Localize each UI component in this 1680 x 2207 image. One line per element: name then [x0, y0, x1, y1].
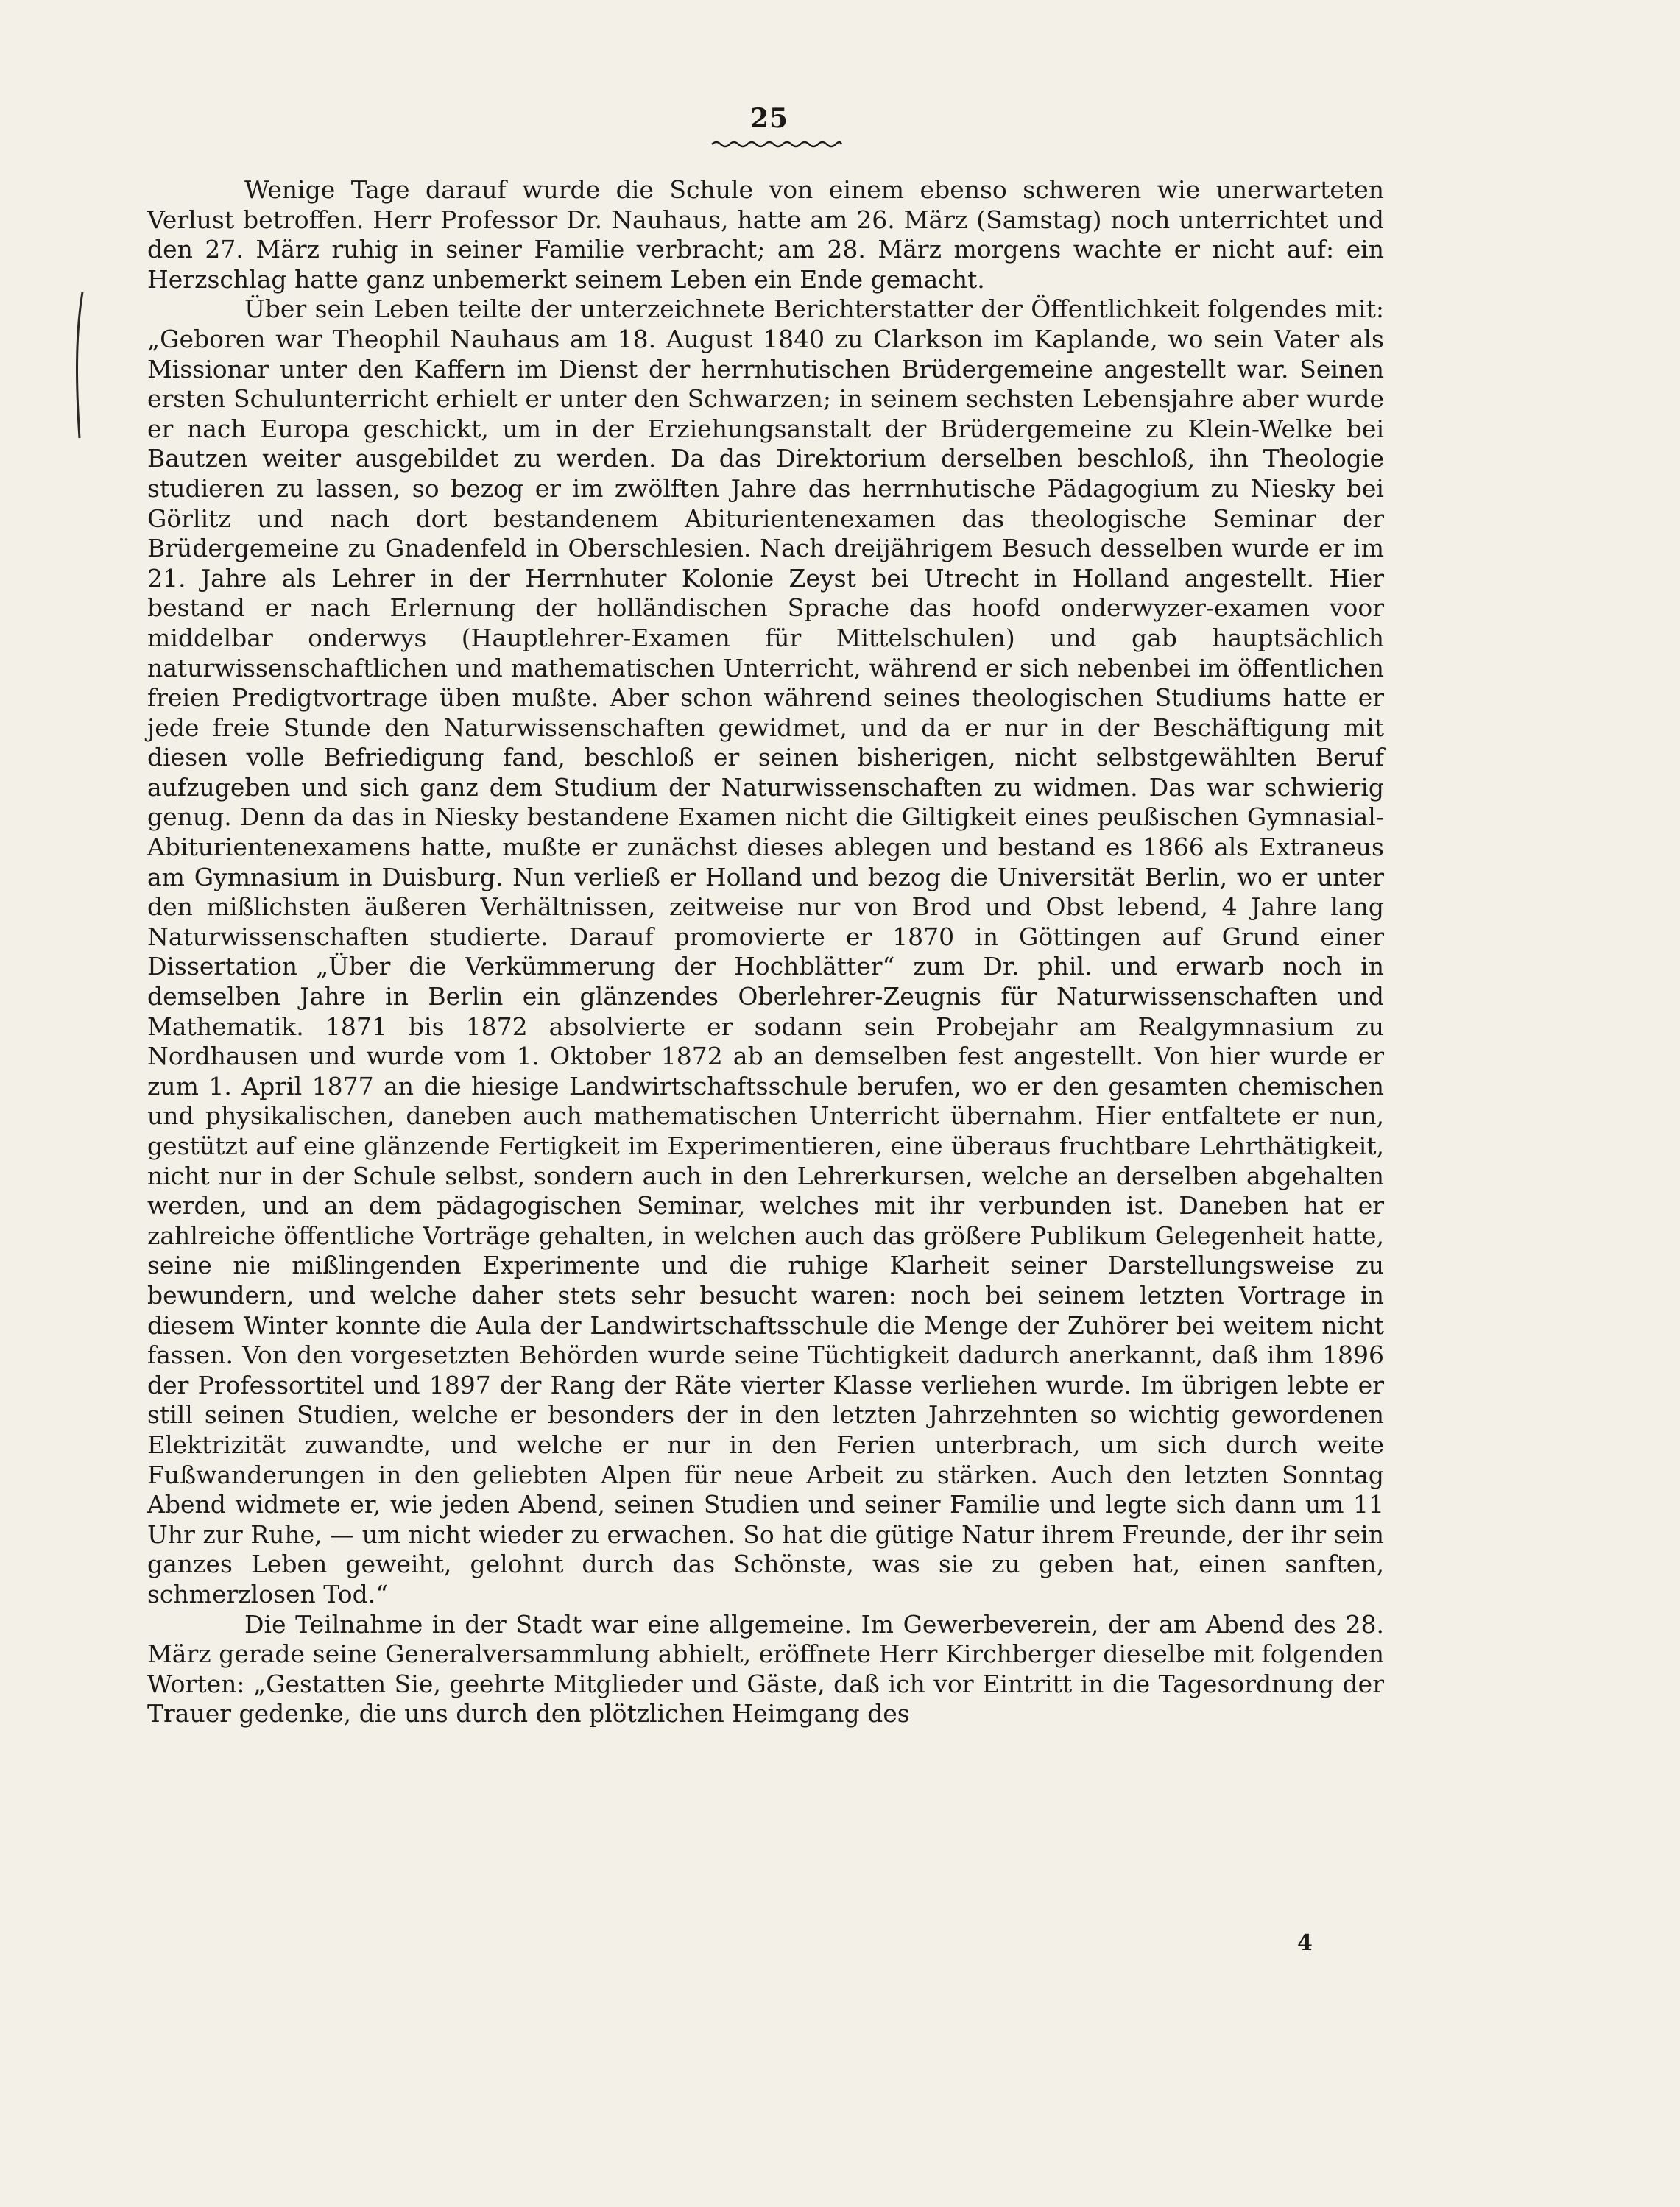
- signature-mark: 4: [1297, 1930, 1313, 1956]
- paragraph: Über sein Leben teilte der unterzeichnete Berichterstatter der Öffentlichkeit folgendes mit: „Geboren war Theophil Nauhaus am 18. August 1840 zu Clarkson im Kaplande, wo sein Vater als Missionar unter den Kaffern im Dienst der herrnhutischen Brüdergemeine angestellt war. Seinen ersten Schulunterricht erhielt er unter den Schwarzen; in seinem sechsten Lebensjahre aber wurde er nach Europa geschickt, um in der Erziehungsanstalt der Brüdergemeine zu Klein-Welke bei Bautzen weiter ausgebildet zu werden. Da das Direktorium derselben beschloß, ihn Theologie studieren zu lassen, so bezog er im zwölften Jahre das herrnhutische Pädagogium zu Niesky bei Görlitz und nach dort bestandenem Abiturientenexamen das theologische Seminar der Brüdergemeine zu Gnadenfeld in Oberschlesien. Nach dreijährigem Besuch desselben wurde er im 21. Jahre als Lehrer in der Herrnhuter Kolonie Zeyst bei Utrecht in Holland angestellt. Hier bestand er nach Erlernung der holländischen Sprache das hoofd onderwyzer-examen voor middelbar onderwys (Hauptlehrer-Examen für Mittelschulen) und gab hauptsächlich naturwissenschaftlichen und mathematischen Unterricht, während er sich nebenbei im öffentlichen freien Predigtvortrage üben mußte. Aber schon während seines theologischen Studiums hatte er jede freie Stunde den Naturwissenschaften gewidmet, und da er nur in der Beschäftigung mit diesen volle Befriedigung fand, beschloß er seinen bisherigen, nicht selbstgewählten Beruf aufzugeben und sich ganz dem Studium der Naturwissenschaften zu widmen. Das war schwierig genug. Denn da das in Niesky bestandene Examen nicht die Giltigkeit eines peußischen Gymnasial-Abiturientenexamens hatte, mußte er zunächst dieses ablegen und bestand es 1866 als Extraneus am Gymnasium in Duisburg. Nun verließ er Holland und bezog die Universität Berlin, wo er unter den mißlichsten äußeren Verhältnissen, zeitweise nur von Brod und Obst lebend, 4 Jahre lang Naturwissenschaften studierte. Darauf promovierte er 1870 in Göttingen auf Grund einer Dissertation „Über die Verkümmerung der Hochblätter“ zum Dr. phil. und erwarb noch in demselben Jahre in Berlin ein glänzendes Oberlehrer-Zeugnis für Naturwissenschaften und Mathematik. 1871 bis 1872 absolvierte er sodann sein Probejahr am Realgymnasium zu Nordhausen und wurde vom 1. Oktober 1872 ab an demselben fest angestellt. Von hier wurde er zum 1. April 1877 an die hiesige Landwirtschaftsschule berufen, wo er den gesamten chemischen und physikalischen, daneben auch mathematischen Unterricht übernahm. Hier entfaltete er nun, gestützt auf eine glänzende Fertigkeit im Experimentieren, eine überaus fruchtbare Lehrthätigkeit, nicht nur in der Schule selbst, sondern auch in den Lehrerkursen, welche an derselben abgehalten werden, und an dem pädagogischen Seminar, welches mit ihr verbunden ist. Daneben hat er zahlreiche öffentliche Vorträge gehalten, in welchen auch das größere Publikum Gelegenheit hatte, seine nie mißlingenden Experimente und die ruhige Klarheit seiner Darstellungsweise zu bewundern, und welche daher stets sehr besucht waren: noch bei seinem letzten Vortrage in diesem Winter konnte die Aula der Landwirtschaftsschule die Menge der Zuhörer bei weitem nicht fassen. Von den vorgesetzten Behörden wurde seine Tüchtigkeit dadurch anerkannt, daß ihm 1896 der Professortitel und 1897 der Rang der Räte vierter Klasse verliehen wurde. Im übrigen lebte er still seinen Studien, welche er besonders der in den letzten Jahrzehnten so wichtig gewordenen Elektrizität zuwandte, und welche er nur in den Ferien unterbrach, um sich durch weite Fußwanderungen in den geliebten Alpen für neue Arbeit zu stärken. Auch den letzten Sonntag Abend widmete er, wie jeden Abend, seinen Studien und seiner Familie und legte sich dann um 11 Uhr zur Ruhe, — um nicht wieder zu erwachen. So hat die gütige Natur ihrem Freunde, der ihr sein ganzes Leben geweiht, gelohnt durch das Schönste, was sie zu geben hat, einen sanften, schmerzlosen Tod.“: [147, 294, 1384, 1609]
- wavy-rule-ornament: [710, 138, 843, 150]
- body-text: [147, 175, 1384, 1729]
- page-number: 25: [749, 103, 789, 134]
- margin-pencil-mark: [71, 291, 88, 442]
- paragraph: Die Teilnahme in der Stadt war eine allgemeine. Im Gewerbeverein, der am Abend des 28. März gerade seine Generalversammlung abhielt, eröffnete Herr Kirchberger dieselbe mit folgenden Worten: „Gestatten Sie, geehrte Mitglieder und Gäste, daß ich vor Eintritt in die Tagesordnung der Trauer gedenke, die uns durch den plötzlichen Heimgang des: [147, 1609, 1384, 1728]
- paragraph: Wenige Tage darauf wurde die Schule von einem ebenso schweren wie unerwarteten Verlust betroffen. Herr Professor Dr. Nauhaus, hatte am 26. März (Samstag) noch unterrichtet und den 27. März ruhig in seiner Familie verbracht; am 28. März morgens wachte er nicht auf: ein Herzschlag hatte ganz unbemerkt seinem Leben ein Ende gemacht.: [147, 175, 1384, 294]
